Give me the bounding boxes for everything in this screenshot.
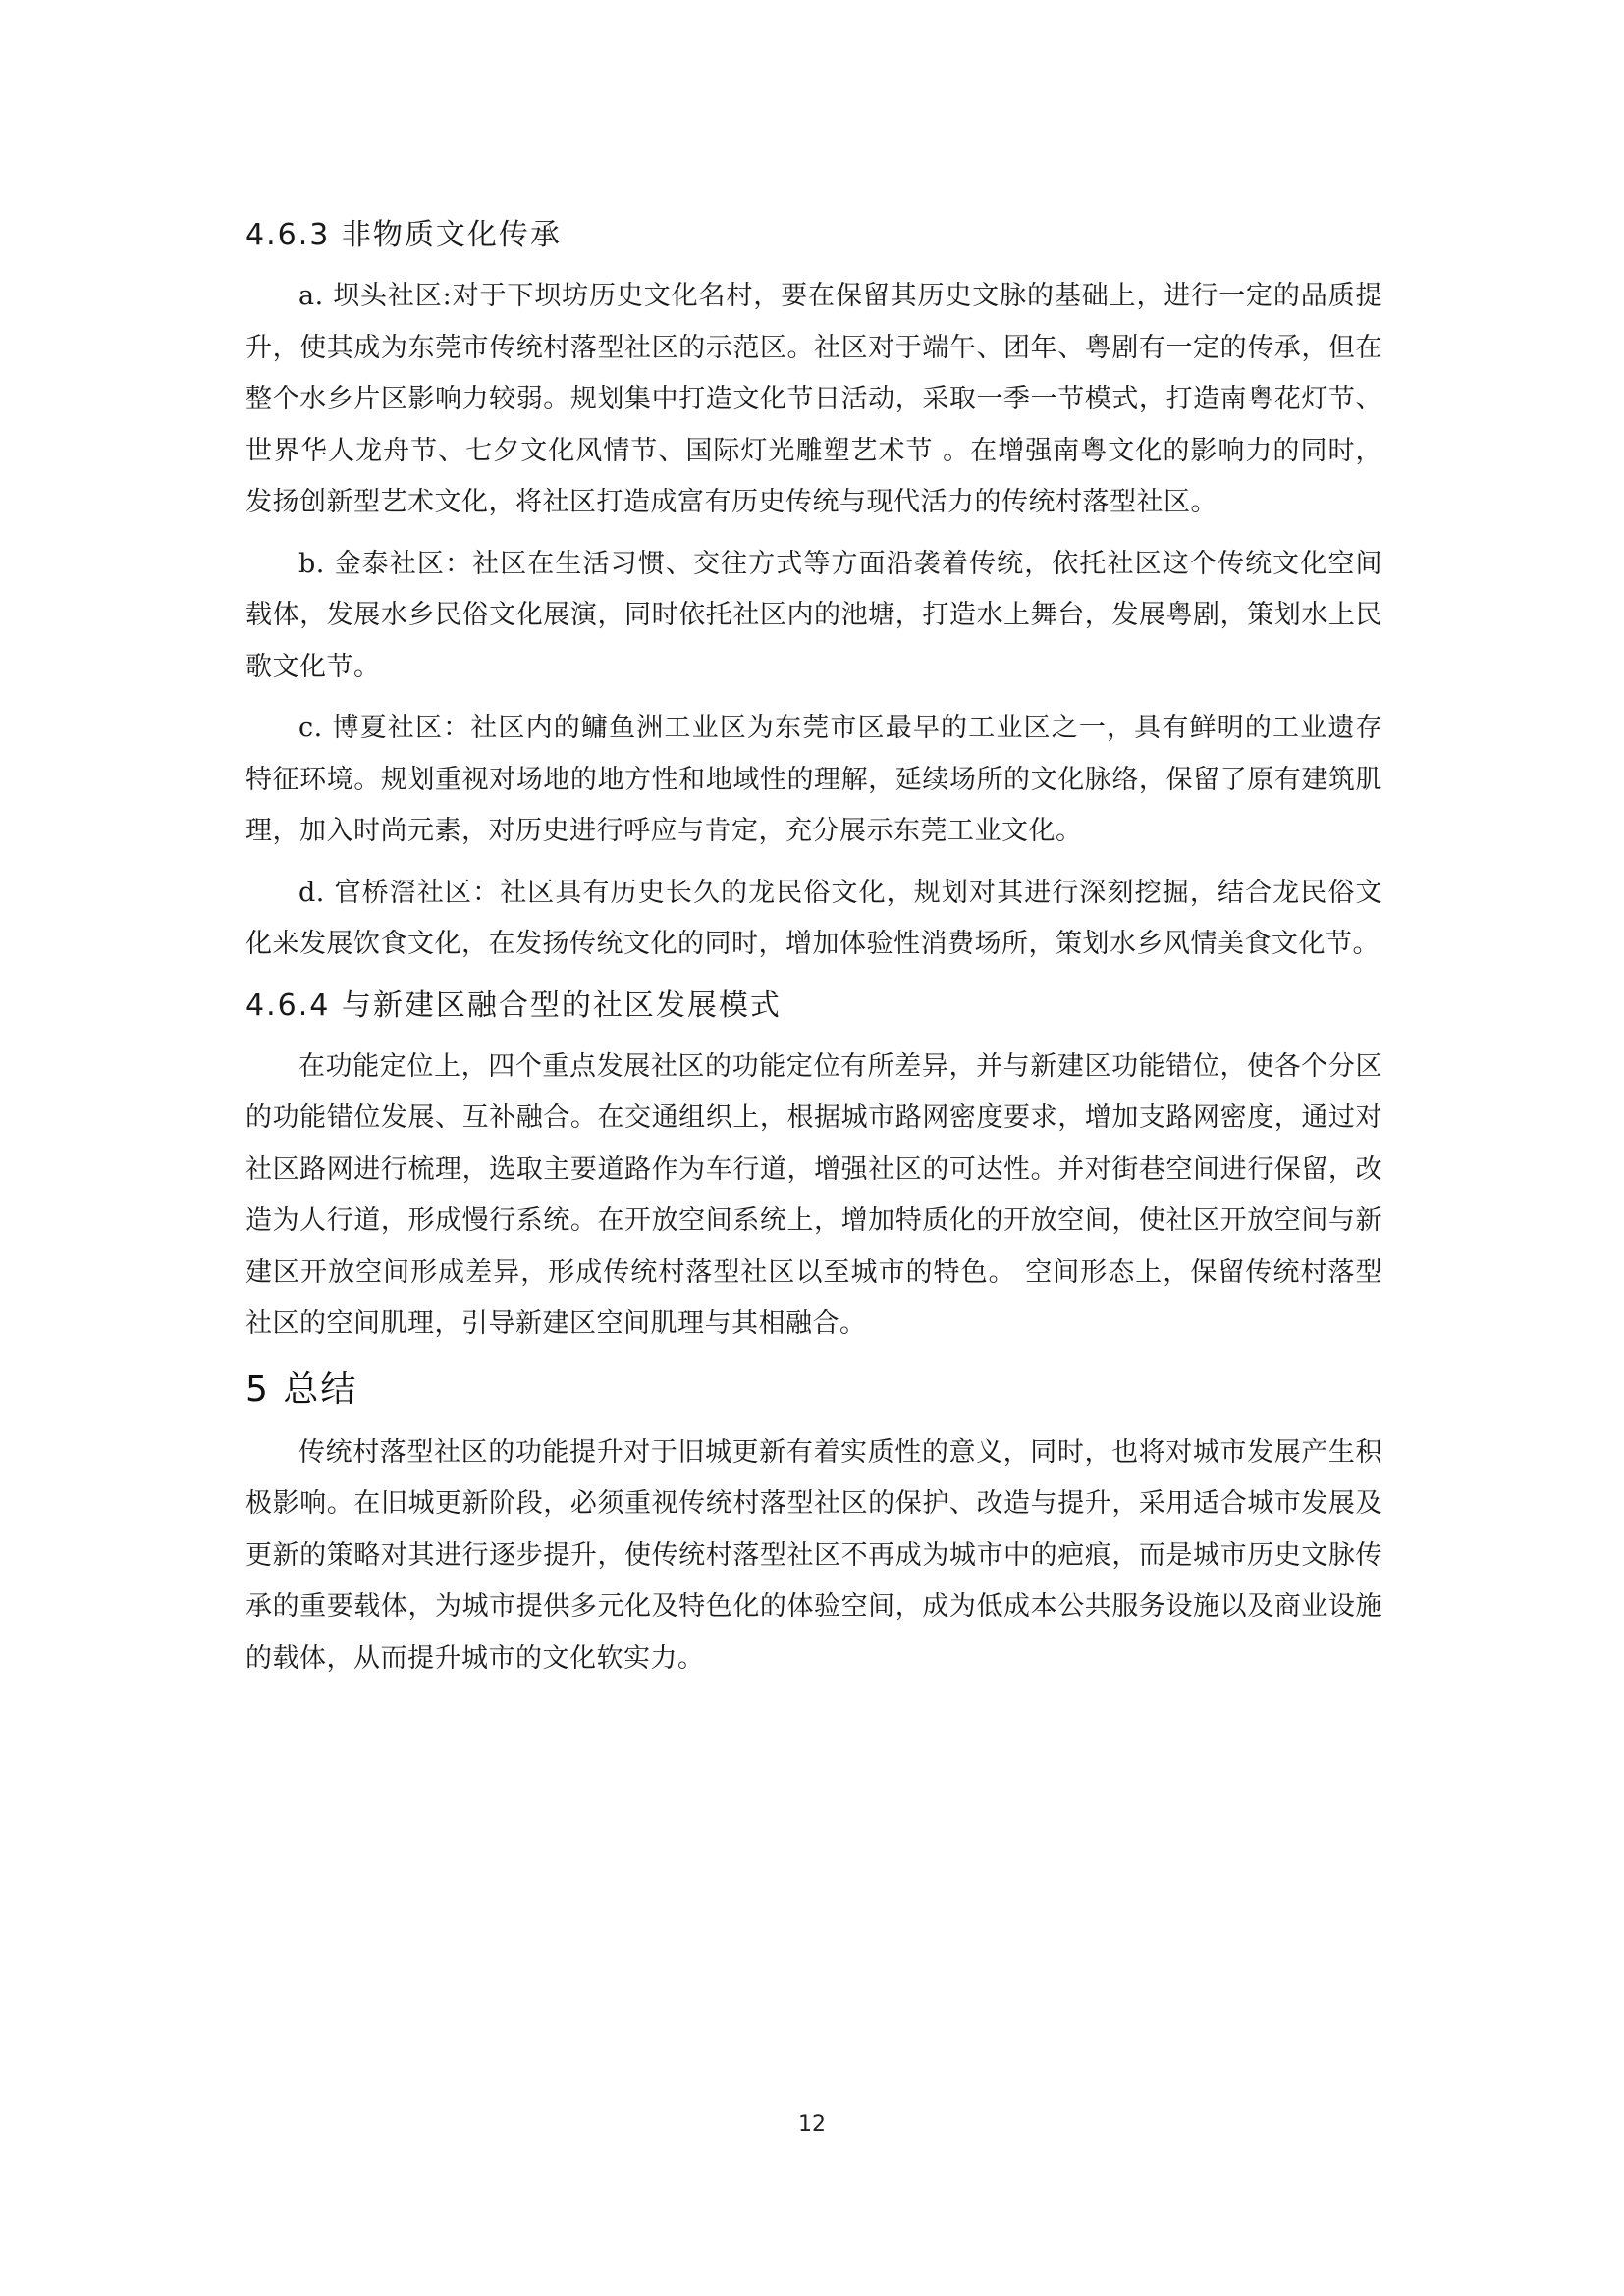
paragraph-integration-mode: 在功能定位上，四个重点发展社区的功能定位有所差异，并与新建区功能错位，使各个分区的功能错位发展、互补融合。在交通组织上，根据城市路网密度要求，增加支路网密度，通过对社区路网进行梳理，选取主要道路作为车行道，增强社区的可达性。并对街巷空间进行保留，改造为人行道，形成慢行系统。在开放空间系统上，增加特质化的开放空间，使社区开放空间与新建区开放空间形成差异，形成传统村落型社区以至城市的特色。 空间形态上，保留传统村落型社区的空间肌理，引导新建区空间肌理与其相融合。 (245, 1050, 1382, 1339)
summary-heading: 5 总结 (245, 1368, 358, 1410)
section-heading-4-6-3: 4.6.3 非物质文化传承 (245, 218, 562, 252)
summary-paragraph: 传统村落型社区的功能提升对于旧城更新有着实质性的意义，同时，也将对城市发展产生积极影响。在旧城更新阶段，必须重视传统村落型社区的保护、改造与提升，采用适合城市发展及更新的策略对其进行逐步提升，使传统村落型社区不再成为城市中的疤痕，而是城市历史文脉传承的重要载体，为城市提供多元化及特色化的体验空间，成为低成本公共服务设施以及商业设施的载体，从而提升城市的文化软实力。 (245, 1436, 1382, 1674)
section-heading-4-6-4: 4.6.4 与新建区融合型的社区发展模式 (245, 988, 782, 1023)
paragraph-batou: a. 坝头社区:对于下坝坊历史文化名村，要在保留其历史文脉的基础上，进行一定的品质提升，使其成为东莞市传统村落型社区的示范区。社区对于端午、团年、粤剧有一定的传承，但在整个水乡片区影响力较弱。规划集中打造文化节日活动，采取一季一节模式，打造南粤花灯节、世界华人龙舟节、七夕文化风情节、国际灯光雕塑艺术节 。在增强南粤文化的影响力的同时，发扬创新型艺术文化，将社区打造成富有历史传统与现代活力的传统村落型社区。 (245, 281, 1382, 517)
paragraph-boxia: c. 博夏社区：社区内的鳙鱼洲工业区为东莞市区最早的工业区之一，具有鲜明的工业遗存特征环境。规划重视对场地的地方性和地域性的理解，延续场所的文化脉络，保留了原有建筑肌理，加入时尚元素，对历史进行呼应与肯定，充分展示东莞工业文化。 (245, 713, 1382, 846)
paragraph-jintai: b. 金泰社区：社区在生活习惯、交往方式等方面沿袭着传统，依托社区这个传统文化空间载体，发展水乡民俗文化展演，同时依托社区内的池塘，打造水上舞台，发展粤剧，策划水上民歌文化节。 (245, 548, 1382, 682)
paragraph-guanqiaojiao: d. 官桥滘社区：社区具有历史长久的龙民俗文化，规划对其进行深刻挖掘，结合龙民俗文化来发展饮食文化，在发扬传统文化的同时，增加体验性消费场所，策划水乡风情美食文化节。 (245, 877, 1382, 959)
page-number: 12 (798, 2112, 826, 2137)
page-content (245, 210, 1382, 1694)
